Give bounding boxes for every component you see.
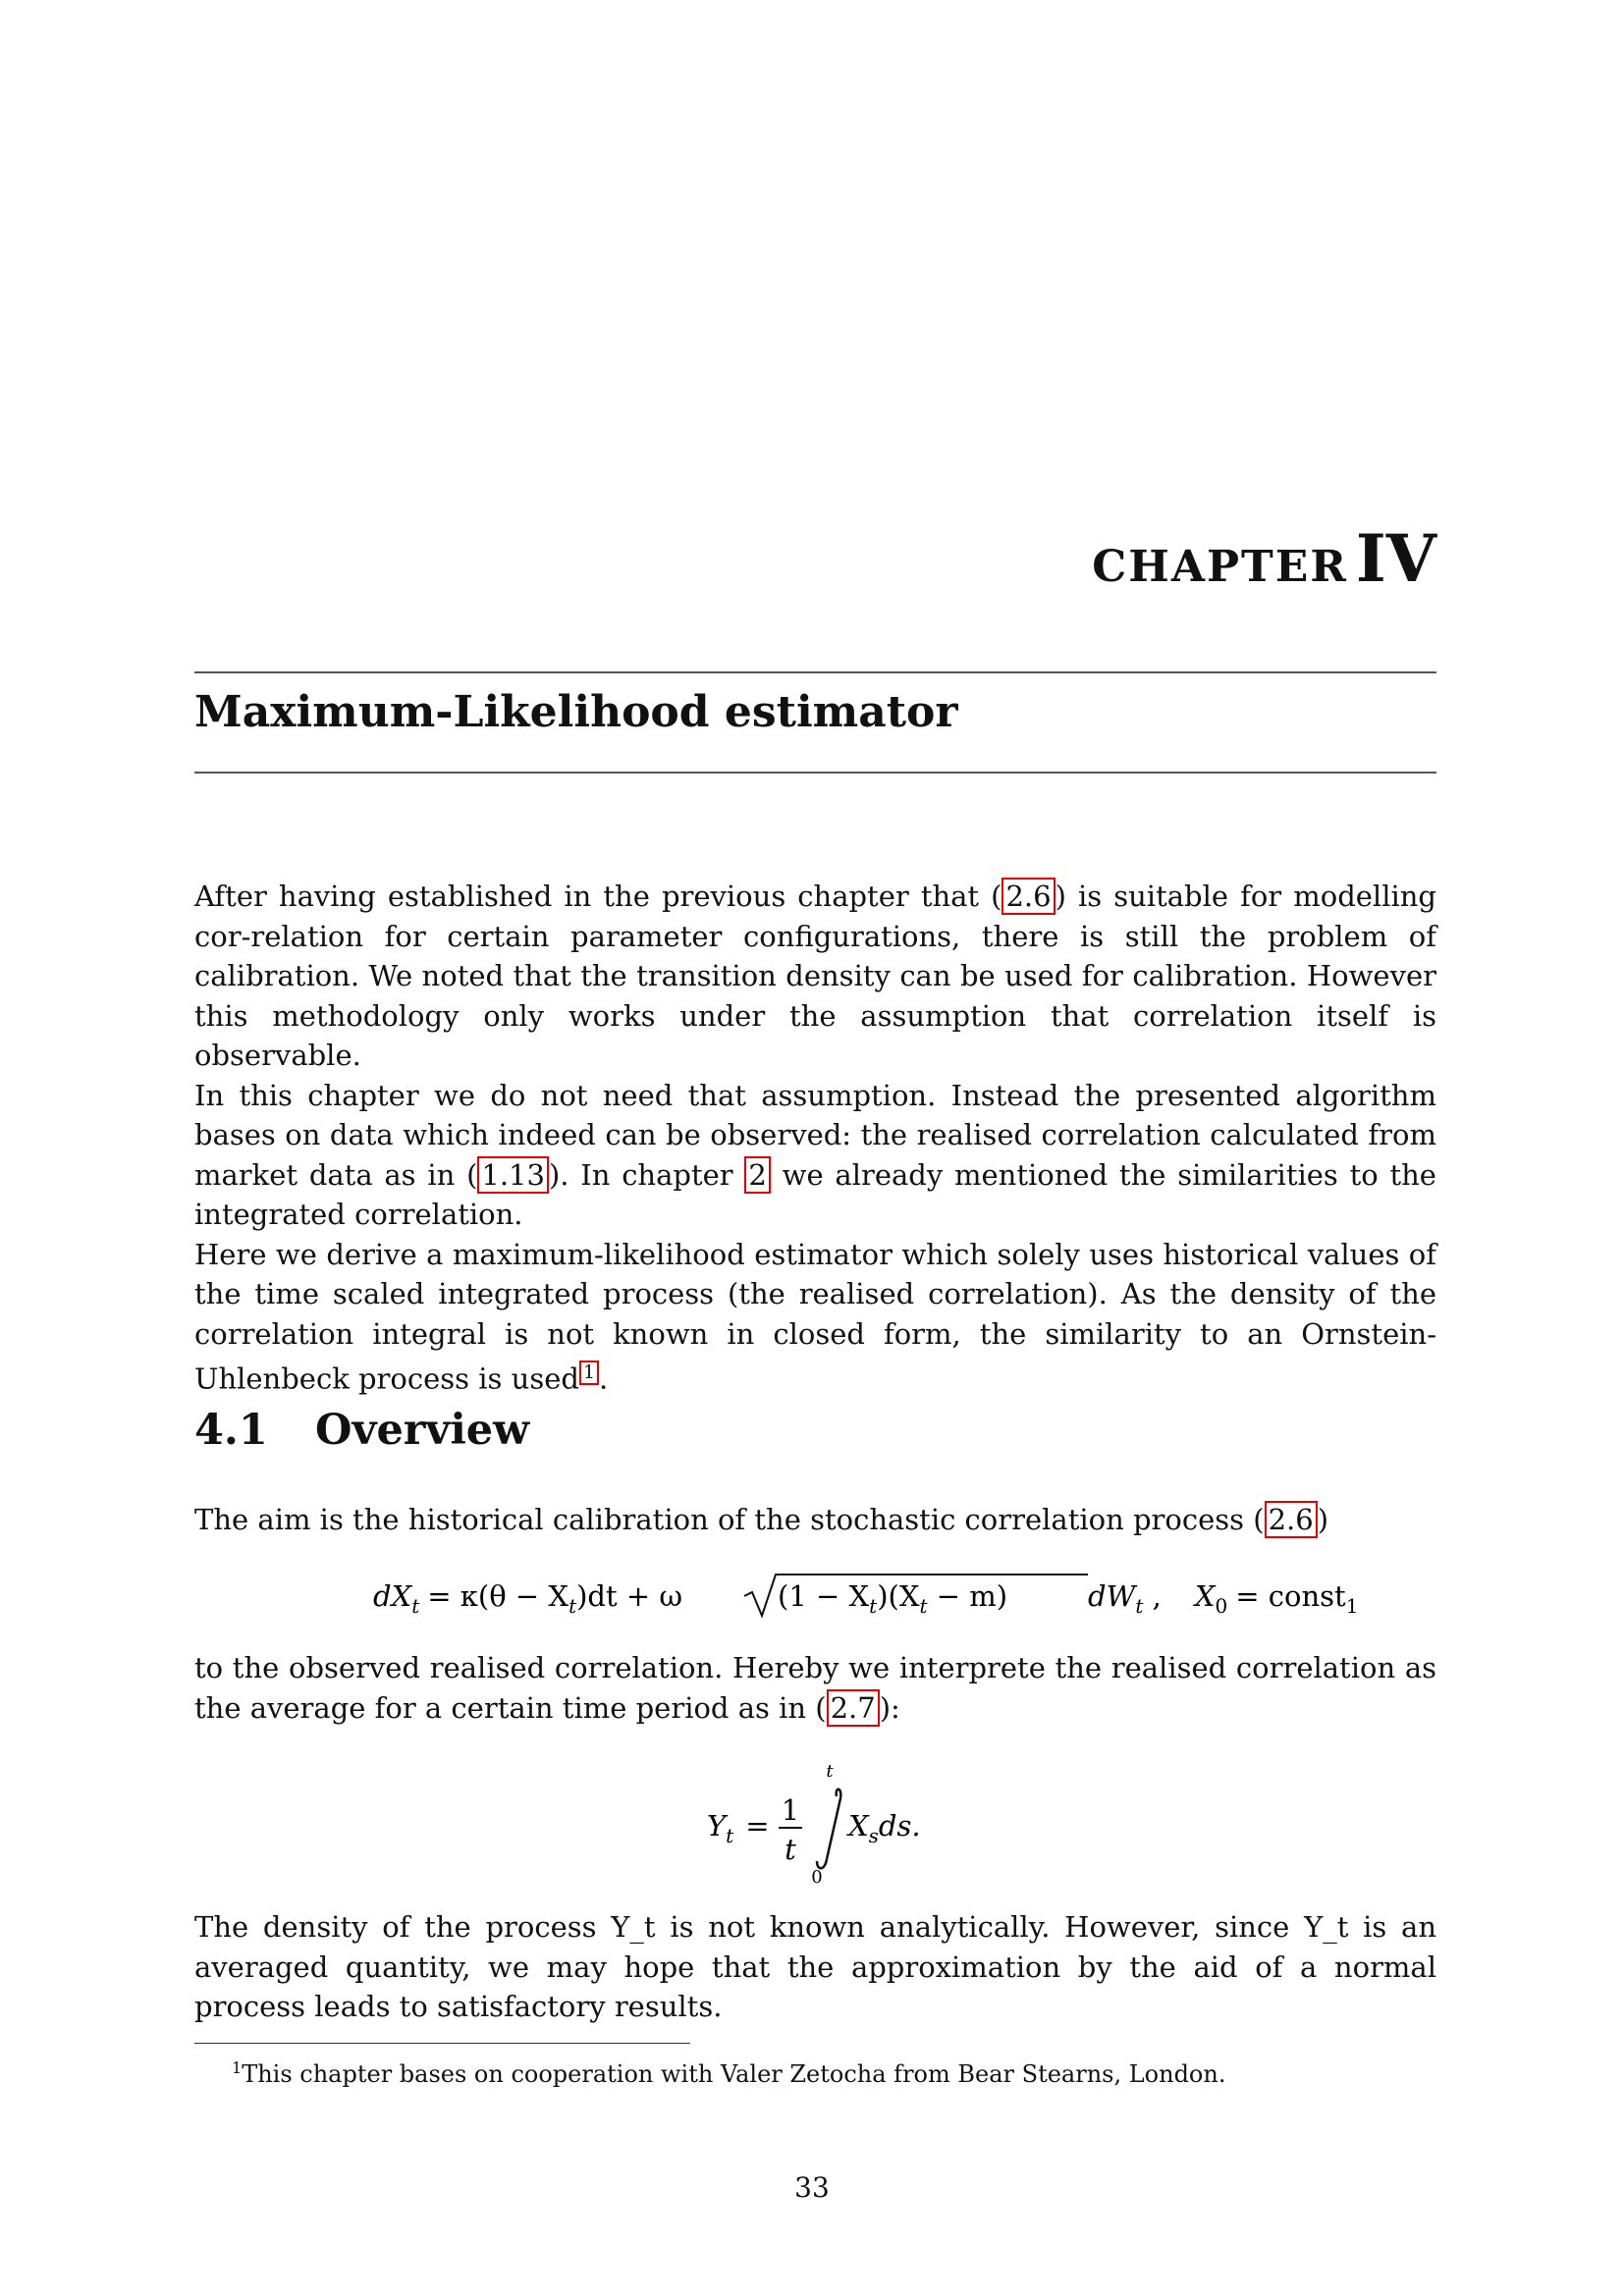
section-paragraph-3: The density of the process Y_t is not known analytically. However, since Y_t is an averaged quantity, we may hope that the approximation by the aid of a normal process leads to satisfactory results. [194,1910,1436,2023]
footnote-rule [194,2043,690,2044]
equation-integral [687,1757,1001,1895]
title-rule-bottom [194,772,1436,774]
equation-tail: $dW_t$ , $X_0$ = const$_1$ [1088,1579,1359,1618]
section-title: Overview [315,1406,530,1455]
section-paragraph-2 [194,1648,1436,1728]
section-paragraph-1 [194,1500,1436,1540]
equation-sde [373,1573,1359,1622]
footnote-text: This chapter bases on cooperation with Valer Zetocha from Bear Stearns, London. [242,2060,1226,2088]
intro-paragraph [194,877,1436,1399]
intro-text: . [598,1362,609,1396]
footnote-mark: 1 [232,2058,243,2077]
intro-text: After having established in the previous chapter that ( [194,880,1002,913]
chapter-title: Maximum-Likelihood estimator [194,687,958,737]
paragraph-text: ) [1317,1503,1329,1536]
integral-lhs: $Y_t$ = [707,1809,770,1847]
equation-link-2-6[interactable]: 2.6 [1001,878,1055,915]
equation-link-2-7[interactable]: 2.7 [827,1689,880,1727]
title-rule-top [194,671,1436,673]
equation-link-1-13[interactable]: 1.13 [477,1156,549,1194]
page-number: 33 [794,2171,830,2204]
fraction-denominator: t [785,1833,796,1866]
fraction-numerator: 1 [781,1793,800,1827]
footnote [232,2053,1225,2090]
equation-text: $dX_t = \kappa(\theta - X_t)dt + \omega$ [373,1579,683,1618]
chapter-link-2[interactable]: 2 [744,1156,770,1194]
integrand: $X_sds$. [848,1809,921,1847]
intro-text: In this chapter we do not need that assumption. Instead the presented algorithm bases on data which indeed can be observed: the realised correlation calculated from market data as in ( [194,1078,1436,1192]
integral-sign [817,1789,840,1869]
section-number: 4.1 [194,1406,268,1455]
integral-lower-limit: 0 [811,1867,823,1888]
intro-text: ). In chapter [548,1157,745,1192]
footnote-link-1[interactable]: 1 [579,1361,599,1385]
integral-upper-limit: t [826,1761,834,1782]
intro-text: ) is suitable for modelling cor-relation for certain parameter configurations, there is still the problem of calibration. We noted that the transition density can be used for calibration. However this methodology only works under the assumption that correlation itself is observable. [194,880,1436,1072]
chapter-word: CHAPTER [1092,542,1348,592]
chapter-number: IV [1355,520,1436,597]
intro-text: Here we derive a maximum-likelihood estimator which solely uses historical values of the time scaled integrated process (the realised correlation). As the density of the correlation integral is not known in closed form, the similarity to an Ornstein-Uhlenbeck process is used [194,1237,1436,1396]
paragraph-text: The aim is the historical calibration of the stochastic correlation process ( [194,1503,1265,1536]
equation-link-2-6[interactable]: 2.6 [1265,1501,1318,1538]
equation-radicand: $(1 - X_t)(X_t - m)$ [778,1579,1008,1618]
paragraph-text: ): [879,1690,900,1725]
section-heading [194,1406,529,1455]
paragraph-text: to the observed realised correlation. Hereby we interprete the realised correlation as the average for a certain time period as in ( [194,1651,1436,1725]
chapter-label [1092,520,1436,597]
intro-text: we already mentioned the similarities to the integrated correlation. [194,1157,1436,1231]
